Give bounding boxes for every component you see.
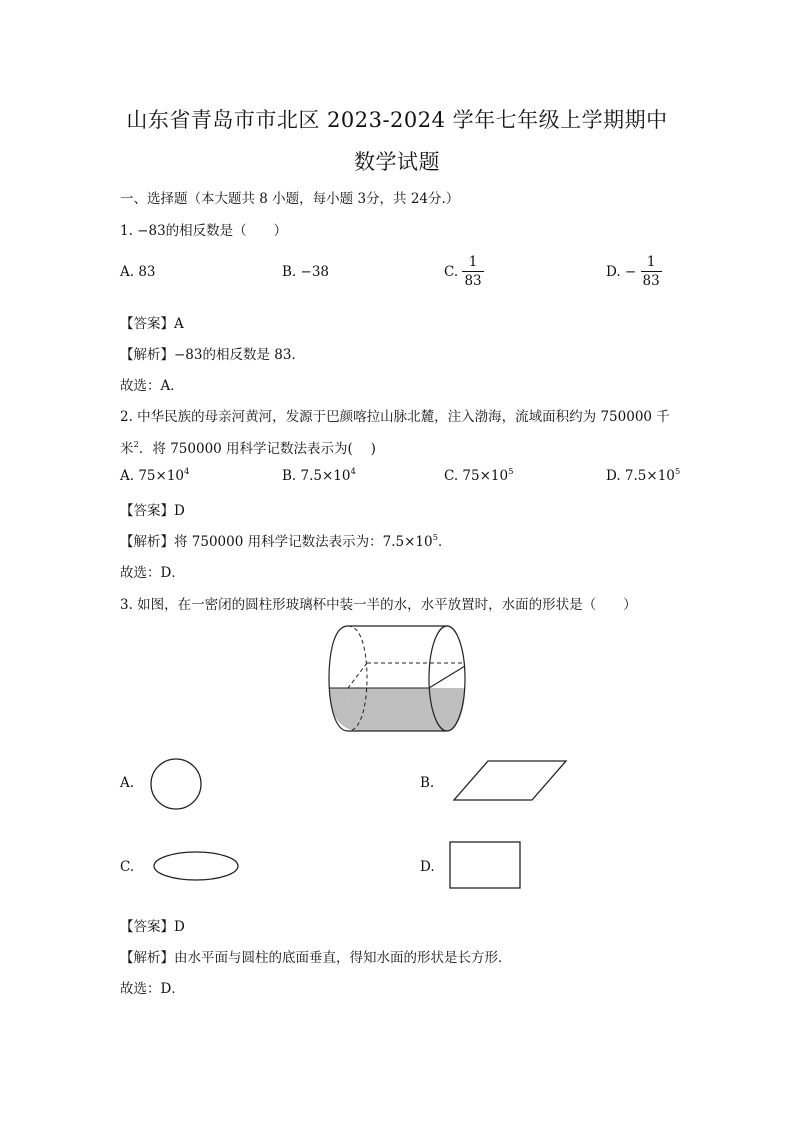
q3-conclusion: 故选：D．	[120, 981, 185, 997]
q3-option-c-ellipse	[150, 848, 242, 884]
q2-option-a	[120, 468, 189, 484]
q3-option-a-label: A.	[120, 775, 135, 791]
q2-stem-line-1: 2. 中华民族的母亲河黄河，发源于巴颜喀拉山脉北麓，注入渤海，流域面积约为 750000 千	[120, 409, 670, 425]
analysis-text: −83的相反数是 83．	[174, 347, 305, 363]
q1-option-d-fraction	[641, 254, 662, 290]
exponent: 4	[184, 467, 190, 477]
stem-text: 米	[120, 441, 134, 457]
cylinder-figure	[320, 620, 475, 738]
q2-conclusion: 故选：D．	[120, 565, 185, 581]
fraction-numerator: 1	[468, 254, 478, 270]
q3-option-a-circle	[148, 756, 204, 812]
q1-option-c-label: C.	[444, 263, 459, 280]
option-text: C. 75×10	[444, 468, 509, 484]
exponent: 5	[508, 467, 514, 477]
q1-analysis	[120, 343, 305, 363]
q2-option-d	[606, 468, 680, 484]
exponent: 5	[674, 467, 681, 477]
q2-stem-line-2	[120, 437, 376, 457]
q3-option-d-label: D.	[420, 859, 435, 875]
q3-option-b-parallelogram	[450, 758, 570, 804]
q3-option-c-label: C.	[120, 859, 135, 875]
q3-stem: 3. 如图，在一密闭的圆柱形玻璃杯中装一半的水，水平放置时，水面的形状是（ ）	[120, 597, 637, 613]
q2-option-b	[282, 468, 356, 484]
q1-option-d-label: D. −	[606, 263, 637, 280]
q1-option-c-fraction	[462, 254, 483, 290]
exponent: 5	[432, 533, 438, 543]
q1-option-d	[606, 254, 662, 290]
analysis-label: 【解析】	[120, 534, 174, 550]
fraction-denominator: 83	[642, 272, 660, 289]
title-line-2: 数学试题	[354, 150, 440, 174]
option-text: D. 7.5×10	[606, 468, 675, 484]
q2-answer: 【答案】D	[120, 503, 185, 519]
q1-option-c	[444, 254, 484, 290]
q3-answer: 【答案】D	[120, 919, 185, 935]
q1-conclusion: 故选：A．	[120, 378, 184, 394]
q3-option-b-label: B.	[420, 775, 435, 791]
analysis-label: 【解析】	[120, 950, 174, 966]
stem-text: ．将 750000 用科学记数法表示为( )	[138, 441, 376, 457]
q1-answer: 【答案】A	[120, 316, 184, 332]
q1-option-b: B. −38	[282, 264, 329, 280]
q1-stem: 1. −83的相反数是（ ）	[120, 223, 288, 239]
title-line-1: 山东省青岛市市北区 2023-2024 学年七年级上学期期中	[126, 108, 668, 132]
option-text: B. 7.5×10	[282, 468, 351, 484]
analysis-text: 将 750000 用科学记数法表示为：7.5×10	[174, 534, 433, 550]
q3-option-d-rectangle	[448, 840, 524, 892]
analysis-text: 由水平面与圆柱的底面垂直，得知水面的形状是长方形．	[174, 950, 512, 966]
analysis-label: 【解析】	[120, 347, 174, 363]
superscript: 2	[133, 440, 139, 450]
option-text: A. 75×10	[120, 468, 184, 484]
water-surface-top	[329, 663, 465, 688]
q2-option-c	[444, 468, 514, 484]
q1-option-a: A. 83	[120, 264, 156, 280]
fraction-numerator: 1	[646, 254, 656, 270]
q2-analysis	[120, 530, 452, 550]
q3-analysis	[120, 946, 512, 966]
water-fill	[348, 688, 465, 731]
fraction-denominator: 83	[464, 272, 482, 289]
section-heading: 一、选择题（本大题共 8 小题，每小题 3分，共 24分.）	[120, 191, 460, 207]
analysis-text: ．	[438, 534, 452, 550]
exponent: 4	[350, 467, 356, 477]
